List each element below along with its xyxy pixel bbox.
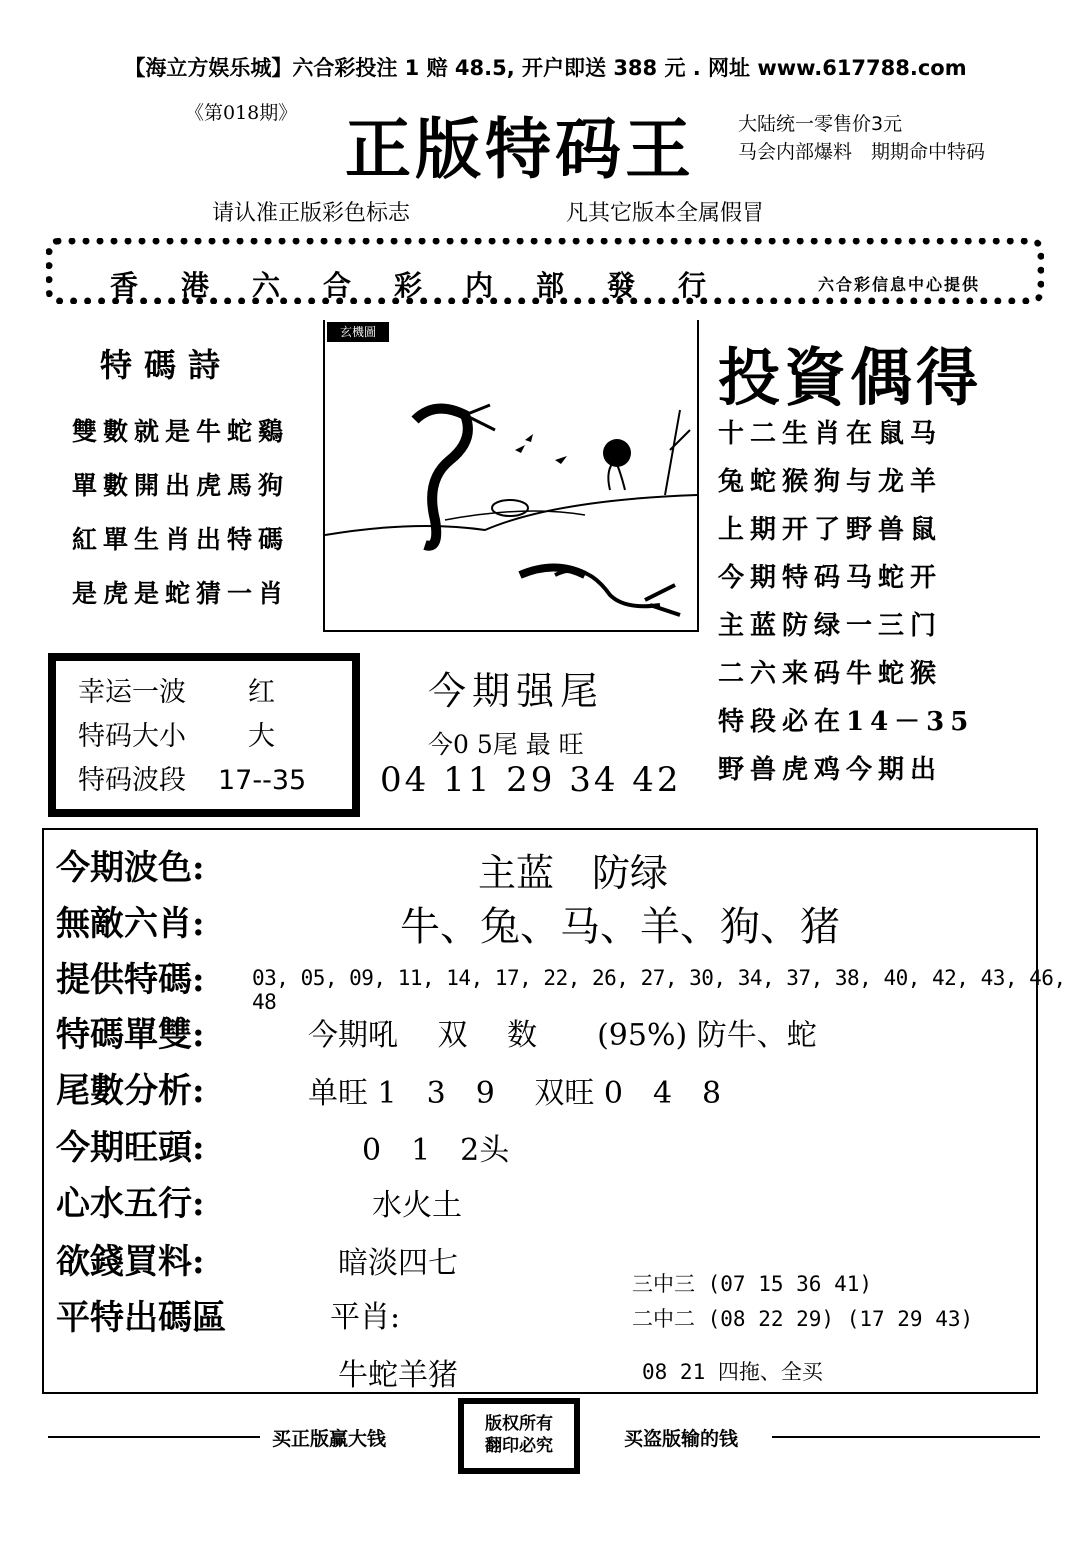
notice-right: 凡其它版本全属假冒 [566, 201, 765, 226]
investment-line: 兔蛇猴狗与龙羊 [718, 467, 943, 497]
poem-line: 雙數就是牛蛇鷄 [72, 417, 290, 446]
lucky-label: 幸运一波 [78, 677, 186, 708]
flat-sub-label: 平肖: [330, 1300, 401, 1335]
page-title: 正版特码王 [345, 110, 695, 188]
lucky-row [56, 759, 352, 803]
three-hit-three: 三中三 (07 15 36 41) [632, 1272, 873, 1296]
issuer-text: 香港六合彩内部發行 [110, 269, 750, 302]
price-text: 大陆统一零售价3元 [738, 113, 903, 135]
flat-label: 平特出碼區 [56, 1298, 226, 1338]
footer-divider [772, 1436, 1040, 1438]
investment-line: 十二生肖在鼠马 [718, 419, 943, 449]
dragon-scene-illustration [325, 320, 697, 630]
tail-label: 尾數分析: [56, 1071, 205, 1111]
footer-left-text: 买正版赢大钱 [272, 1428, 387, 1450]
two-hit-two: 二中二 (08 22 29) (17 29 43) [632, 1307, 974, 1331]
strong-tail-subtitle: 今0 5尾 最 旺 [428, 730, 584, 759]
lucky-value: 17--35 [218, 765, 307, 796]
poem-title: 特碼詩 [100, 346, 233, 384]
six-zodiac-label: 無敵六肖: [56, 904, 205, 944]
notice-left: 请认准正版彩色标志 [212, 201, 411, 226]
investment-line: 主蓝防绿一三门 [718, 611, 943, 641]
copyright-box [458, 1398, 580, 1474]
codes-value: 03, 05, 09, 11, 14, 17, 22, 26, 27, 30, 34, 37, 38, 40, 42, 43, 46, 48 [252, 966, 1066, 1014]
element-label: 心水五行: [56, 1184, 205, 1224]
wave-label: 今期波色: [56, 848, 205, 888]
investment-title: 投資偶得 [718, 341, 983, 414]
lucky-row [56, 715, 352, 759]
copyright-line: 翻印必究 [485, 1436, 553, 1456]
footer-divider [48, 1436, 260, 1438]
investment-lines [718, 410, 974, 794]
flat-value: 牛蛇羊猪 [338, 1358, 458, 1393]
promo-text: 马会内部爆料 期期命中特码 [738, 141, 986, 163]
investment-line: 特段必在14－35 [718, 707, 975, 737]
issue-number: 《第018期》 [185, 102, 298, 124]
provider-text: 六合彩信息中心提供 [818, 275, 981, 294]
poem-line: 是虎是蛇猜一肖 [72, 579, 290, 608]
lucky-label: 特码大小 [78, 721, 186, 752]
tail-value: 单旺 1 3 9 双旺 0 4 8 [308, 1076, 722, 1111]
element-value: 水火土 [372, 1188, 462, 1223]
investment-line: 野兽虎鸡今期出 [718, 755, 943, 785]
codes-label: 提供特碼: [56, 960, 205, 1000]
poem-line: 紅單生肖出特碼 [72, 525, 290, 554]
copyright-line: 版权所有 [485, 1414, 553, 1434]
poem-lines [72, 405, 289, 621]
lucky-row [56, 671, 352, 715]
head-value: 0 1 2头 [362, 1133, 510, 1168]
lucky-value: 红 [248, 677, 275, 708]
investment-line: 上期开了野兽鼠 [718, 515, 943, 545]
odd-even-label: 特碼單雙: [56, 1015, 205, 1055]
strong-tail-title: 今期强尾 [428, 669, 605, 713]
investment-line: 今期特码马蛇开 [718, 563, 943, 593]
picture-tag: 玄機圖 [327, 322, 389, 342]
buy-value: 暗淡四七 [338, 1246, 458, 1281]
lucky-value: 大 [248, 721, 275, 752]
lucky-label: 特码波段 [78, 765, 186, 796]
lucky-box [48, 653, 360, 817]
footer-right-text: 买盗版输的钱 [624, 1428, 739, 1450]
ad-banner: 【海立方娱乐城】六合彩投注 1 赔 48.5, 开户即送 388 元 . 网址 www.617788.com [124, 56, 967, 80]
side-info [738, 110, 985, 166]
investment-line: 二六来码牛蛇猴 [718, 659, 943, 689]
poem-line: 單數開出虎馬狗 [72, 471, 290, 500]
buy-label: 欲錢買料: [56, 1242, 205, 1282]
odd-even-value: 今期吼 双 数 (95%) 防牛、蛇 [308, 1018, 817, 1053]
riddle-picture [323, 320, 699, 632]
six-zodiac-value: 牛、兔、马、羊、狗、猪 [400, 904, 840, 950]
four-drag: 08 21 四拖、全买 [642, 1360, 823, 1384]
birds-icon [515, 434, 567, 464]
strong-tail-numbers: 04 11 29 34 42 [380, 760, 682, 800]
head-label: 今期旺頭: [56, 1128, 205, 1168]
wave-value: 主蓝 防绿 [478, 851, 669, 895]
snake-icon [555, 571, 680, 616]
